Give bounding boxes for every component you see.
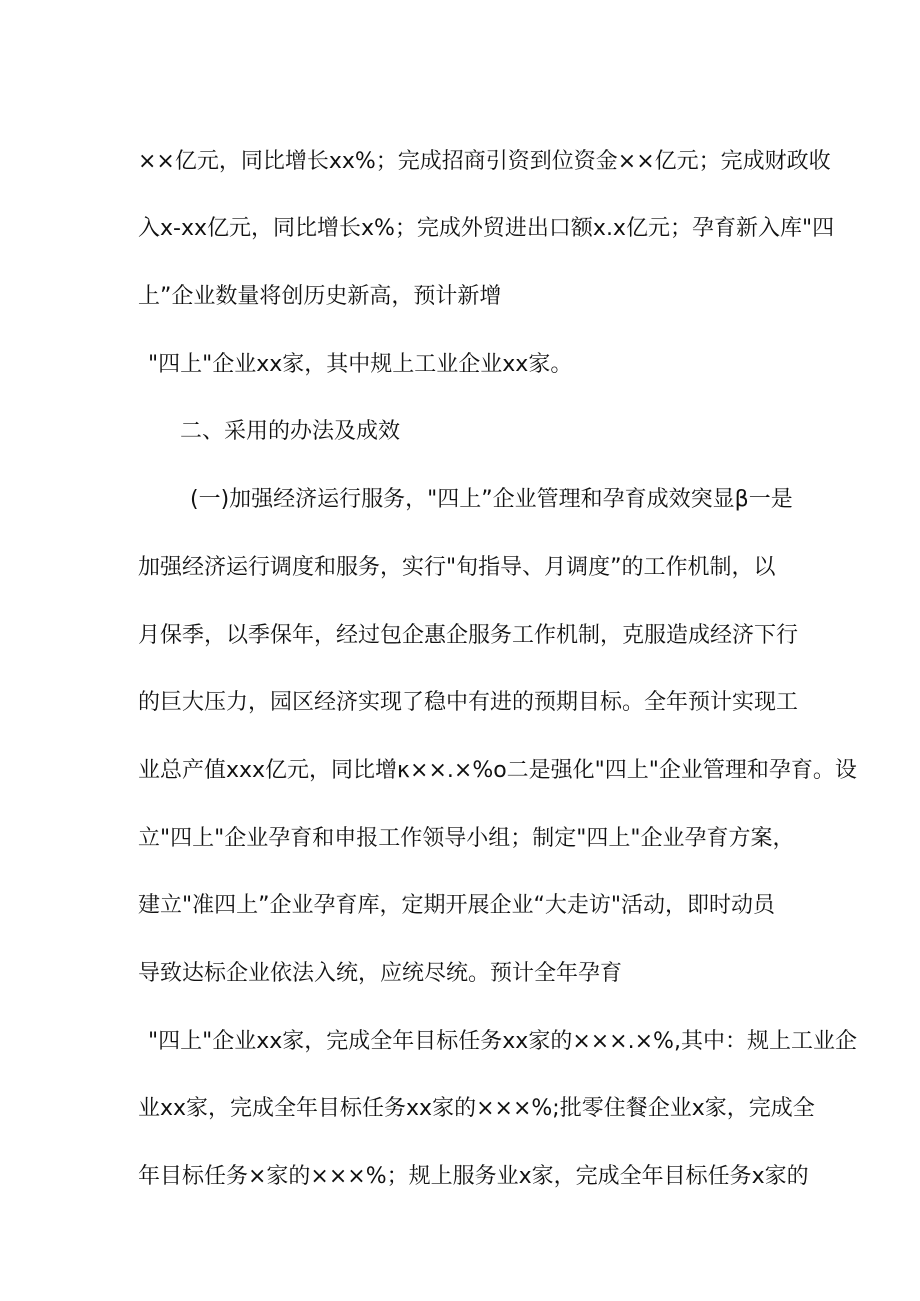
text-line: 立"四上"企业孕育和申报工作领导小组；制定"四上"企业孕育方案， xyxy=(138,826,795,851)
text-line: "四上"企业xx家，其中规上工业企业xx家。 xyxy=(148,352,573,377)
text-line: 导致达标企业依法入统，应统尽统。预计全年孕育 xyxy=(138,961,623,986)
text-line: 月保季，以季保年，经过包企惠企服务工作机制，克服造成经济下行 xyxy=(138,623,799,648)
text-line: 上”企业数量将创历史新高，预计新增 xyxy=(138,284,502,309)
section-heading: 二、采用的办法及成效 xyxy=(180,419,401,444)
subsection-heading: (一)加强经济运行服务，"四上”企业管理和孕育成效突显β一是 xyxy=(190,487,793,512)
text-line: ××亿元，同比增长xx%；完成招商引资到位资金××亿元；完成财政收 xyxy=(138,149,831,174)
text-line: 业总产值xxx亿元，同比增κ××.×%o二是强化"四上"企业管理和孕育。设 xyxy=(138,758,857,783)
text-line: 年目标任务×家的×××%；规上服务业x家，完成全年目标任务x家的 xyxy=(138,1164,809,1189)
text-line: 加强经济运行调度和服务，实行"旬指导、月调度”的工作机制，以 xyxy=(138,555,776,580)
text-line: 业xx家，完成全年目标任务xx家的×××%;批零住餐企业x家，完成全 xyxy=(138,1096,815,1121)
text-line: 的巨大压力，园区经济实现了稳中有进的预期目标。全年预计实现工 xyxy=(138,690,799,715)
text-line: "四上"企业xx家，完成全年目标任务xx家的×××.×%,其中：规上工业企 xyxy=(148,1029,857,1054)
text-line: 建立"准四上”企业孕育库，定期开展企业“大走访"活动，即时动员 xyxy=(138,893,776,918)
text-line: 入x-xx亿元，同比增长x%；完成外贸进出口额x.x亿元；孕育新入库"四 xyxy=(138,216,835,241)
